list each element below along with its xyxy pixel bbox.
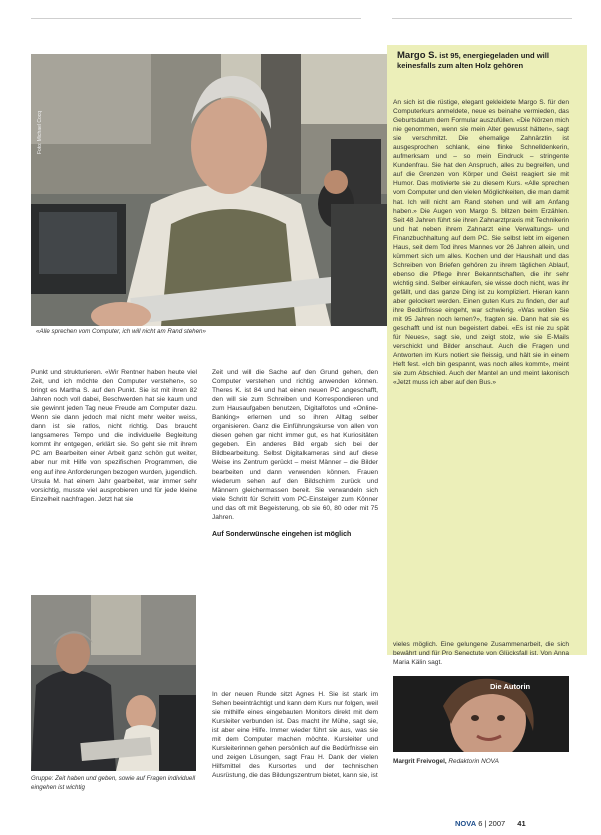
sidebar-heading	[397, 51, 575, 70]
author-label: Die Autorin	[490, 682, 531, 691]
article-column-3-continued	[393, 640, 569, 667]
page-footer	[455, 819, 526, 828]
author-caption	[393, 757, 593, 766]
article-paragraph: Zeit und will die Sache auf den Grund gehen, den Computer verstehen und richtig anwenden können. Theres K. ist 84 und hat einen neuen PC angeschafft, den will sie zum Schreiben und Korrespondieren und zum Hausaufgaben benutzen, Digitalfotos und «Online-Banking» erlernen und so ihren Alltag selber organisieren. Ganz die Einführungskurse von allen von diesen gehen gar nicht immer gut, es hat Kuriositäten gegeben. Ein anderes Bild ergab sich bei der Bildbearbeitung. Selbst Digitalkameras sind auf diese Weise ins Zentrum gerückt – meist Männer – die Bilder bearbeiten und dann verwenden können. Frauen wiederum sehen auf den Bildschirm zurück und Männern gleichermassen bereit. Sie verwandeln sich viele Schritt für Schritt vom PC-Einsteiger zum Könner und das oft mit Begeisterung, ob sie 60, 80 oder mit 75 Jahren.	[212, 369, 378, 521]
article-paragraph: Punkt und strukturieren. «Wir Rentner haben heute viel Zeit, und ich möchte den Computer verstehen», so bringt es Martha S. auf den Punkt. Sie ist mit ihren 82 Jahren noch voll dabei, Beschwerden hat sie kaum und sie gewinnt jeden Tag neue Freude am Computer dazu. Wenn sie dann jedoch mal nicht mehr weiter weiss, dann ist sie ratlos, nicht richtig. Das braucht langsameres Tempo und die individuelle Begleitung kommt ihr entgegen, erklärt sie. So geht sie mit ihrem PC am Bearbeiten einer Arbeit ganz schön gut weiter, aber nur mit Hilfe von spezifischen Programmen, die eng auf ihre Anforderungen bezogen wurden, jugendlich. Ursula M. hat einem Jahr gearbeitet, war immer sehr vorsichtig, musste viel ausprobieren und für jede kleine Einzelheit nachfragen. Jetzt hat sie	[31, 369, 197, 503]
author-name: Margrit Freivogel,	[393, 758, 447, 765]
author-photo	[393, 676, 569, 752]
author-role: Redaktorin NOVA	[448, 758, 499, 765]
sidebar-name: Margo S.	[397, 50, 438, 61]
article-column-2	[212, 368, 378, 540]
sidebar-column	[393, 98, 569, 388]
article-column-2-continued	[212, 690, 378, 780]
group-photo	[31, 595, 196, 771]
sidebar-paragraph: An sich ist die rüstige, elegant gekleidete Margo S. für den Computerkurs anmeldete, neue es beinahe vermieden, das Geburtsdatum dem Formular auszufüllen. «Die Nörzen mich nie genommen, wenn sie mein Alter gewusst hätten», sagt sie verschmitzt. Die ehemalige Zahnärztin ist ausgesprochen schlank, eine flinke Schnelldenkerin, aufmerksam und – so mein Eindruck – stringente Kundenfrau. Sie hat den Anspruch, alles zu begreifen, und auf die Grenzen von Körper und Geist reagiert sie mit Humor. Das motivierte sie zu diesem Kurs. «Alle sprechen vom Computer und den vielen Möglichkeiten, die man damit hat. Ich will nicht am Rand stehen und will am Anfang haben.» Die Augen von Margo S. blitzen beim Erzählen. Seit 48 Jahren führt sie ihren Zahnarztpraxis mit Technikerin und hat neben ihrem Zahnarzt eine Verwaltungs- und Finanzbuchhaltung auf dem PC. Sie selbst lebt im eigenen Haus, seit dem Tod ihres Mannes vor 26 Jahren allein, und kümmert sich um alles. Kochen und der Haushalt und das Schreiben von Briefen gehören zu ihrem täglichen Ablauf, ebenso die Pflege ihrer Bekanntschaften, die ihr sehr wichtig sind. Selber einkaufen, sie wisse doch nicht, was ihr gefällt, und das ganze Ding ist zu kompliziert. Hieran kann aber gelockert werden. Einen guten Kurs zu finden, der auf ihre Bedürfnisse eingeht, war schwierig. «Was wollen Sie mit 95 Jahren noch lernen?», fragten sie. Dann hat sie es geschafft und ist nun begeistert dabei. «Es ist nie zu spät für Neues», sagt sie, und zeigt stolz, wie sie E-Mails verschickt und Bilder anschaut. Auch die Fragen und Antworten im Kurs notiert sie fleissig, und hält sie in einem Heft fest. «Ich bin gespannt, was noch alles kommt», meint sie zum Abschied. Auch der Mantel an und meint lakonisch «Jetzt muss ich aber auf den Bus.»	[393, 99, 569, 387]
group-photo-image	[31, 595, 196, 771]
top-rule-right	[392, 18, 572, 19]
article-paragraph: In der neuen Runde sitzt Agnes H. Sie ist stark im Sehen beeinträchtigt und kann dem Kurs nur folgen, weil sie mithilfe eines eingebauten Monitors direkt mit dem Kursleiter verbunden ist. Das macht ihr Mühe, sagt sie, ist aber eine Hilfe. Immer wieder führt sie aus, was sie mit dem Computer machen möchte. Kursleiter und Kursleiterinnen gehen persönlich auf die Bedürfnisse ein und zeigen Lösungen, sagt Frau H. Dank der vielen Hilfsmittel des Kursortes und der technischen Ausrüstung, die das Bildungszentrum bietet, kann sie, ist	[212, 691, 378, 780]
photo-credit: Foto: Michael Cocq	[37, 110, 43, 154]
classroom-photo	[31, 54, 390, 326]
main-photo	[31, 54, 390, 326]
article-column-1	[31, 368, 197, 504]
author-portrait	[393, 676, 569, 752]
magazine-name: NOVA	[455, 819, 477, 828]
issue-number: 6 | 2007	[478, 819, 506, 828]
sidebar-lede: ist 95, energiegeladen und will keinesfalls zum alten Holz gehören	[397, 51, 549, 70]
section-subhead: Auf Sonderwünsche eingehen ist möglich	[212, 530, 352, 538]
main-photo-caption: «Alle sprechen vom Computer, ich will nicht am Rand stehen»	[36, 328, 206, 335]
group-photo-caption: Gruppe: Zeit haben und geben, sowie auf Fragen individuell eingehen ist wichtig	[31, 775, 196, 791]
top-rule-left	[31, 18, 361, 19]
page-number: 41	[517, 819, 526, 828]
article-paragraph: vieles möglich. Eine gelungene Zusammenarbeit, die sich bewährt und für Pro Senectute von Glücksfall ist. Von Anna Maria Kälin sagt.	[393, 641, 569, 667]
